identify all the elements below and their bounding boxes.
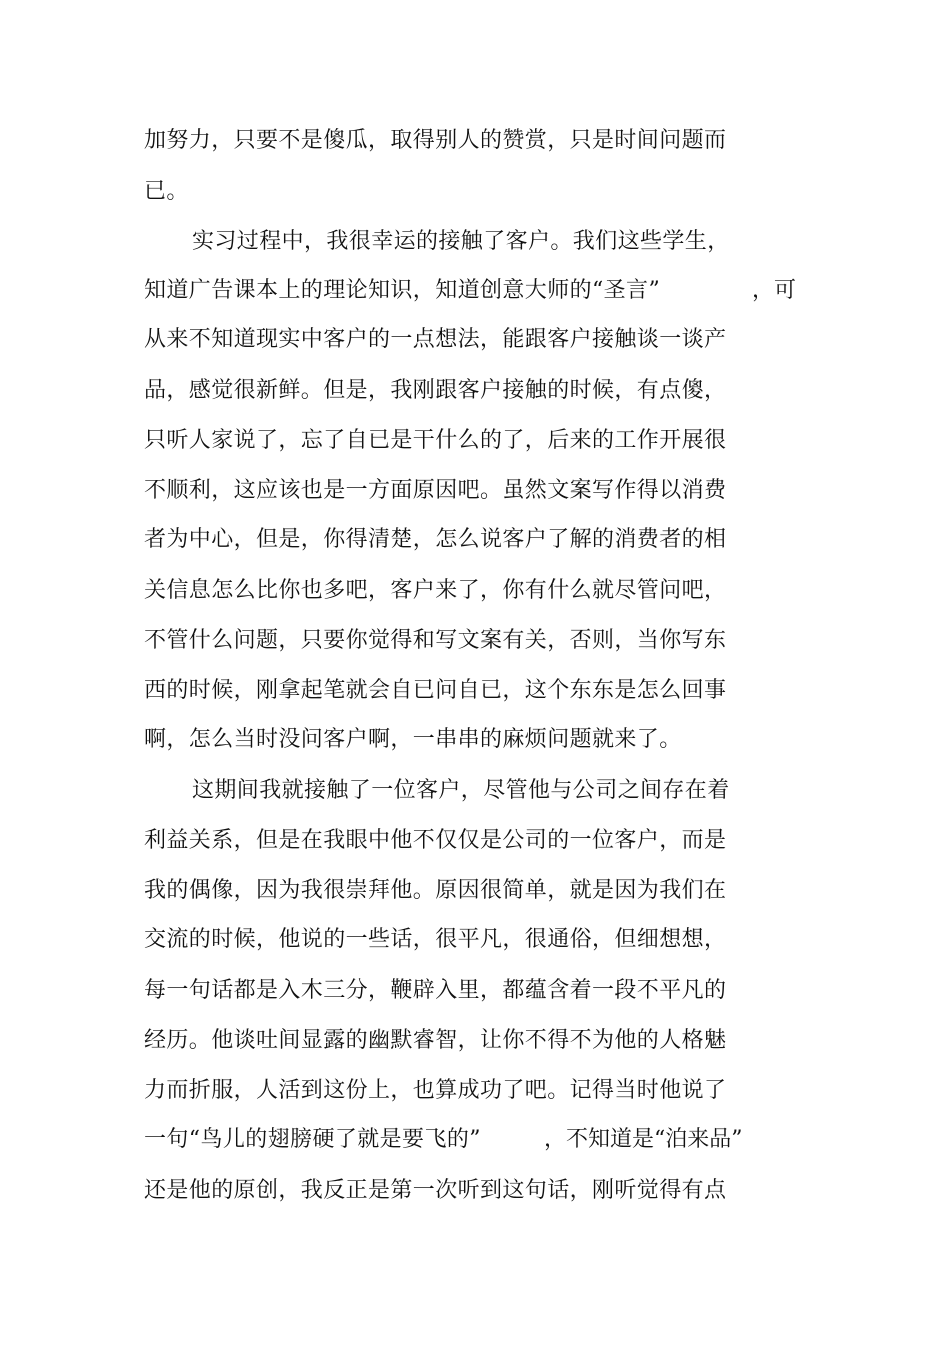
text-line: 西的时候，刚拿起笔就会自已问自已，这个东东是怎么回事 [144, 678, 727, 703]
text-line: 已。 [144, 179, 189, 204]
text-line: 从来不知道现实中客户的一点想法，能跟客户接触谈一谈产 [144, 327, 727, 352]
text-line: 知道广告课本上的理论知识，知道创意大师的“圣言” [144, 278, 661, 303]
text-line: 经历。他谈吐间显露的幽默睿智，让你不得不为他的人格魅 [144, 1028, 727, 1053]
text-line: 力而折服，人活到这份上，也算成功了吧。记得当时他说了 [144, 1078, 727, 1103]
text-line: 不顺利，这应该也是一方面原因吧。虽然文案写作得以消费 [144, 478, 727, 503]
text-line-tail: ，可 [752, 278, 797, 303]
text-line: 我的偶像，因为我很崇拜他。原因很简单，就是因为我们在 [144, 878, 727, 903]
text-line: 交流的时候，他说的一些话，很平凡，很通俗，但细想想， [144, 927, 727, 952]
text-line: 一句“鸟儿的翅膀硬了就是要飞的” [144, 1127, 481, 1152]
text-line: 关信息怎么比你也多吧，客户来了，你有什么就尽管问吧， [144, 578, 727, 603]
text-line-tail: ，不知道是“泊来品” [544, 1127, 743, 1152]
text-line: 啊，怎么当时没问客户啊，一串串的麻烦问题就来了。 [144, 727, 682, 752]
paragraph-start-line: 实习过程中，我很幸运的接触了客户。我们这些学生， [192, 229, 730, 254]
text-line: 利益关系，但是在我眼中他不仅仅是公司的一位客户，而是 [144, 828, 727, 853]
text-line: 不管什么问题，只要你觉得和写文案有关，否则，当你写东 [144, 628, 727, 653]
text-line: 品，感觉很新鲜。但是，我刚跟客户接触的时候，有点傻， [144, 378, 727, 403]
text-line: 还是他的原创，我反正是第一次听到这句话，刚听觉得有点 [144, 1178, 727, 1203]
text-line: 加努力，只要不是傻瓜，取得别人的赞赏，只是时间问题而 [144, 128, 727, 153]
text-line: 每一句话都是入木三分，鞭辟入里，都蕴含着一段不平凡的 [144, 978, 727, 1003]
paragraph-start-line: 这期间我就接触了一位客户，尽管他与公司之间存在着 [192, 778, 730, 803]
text-line: 只听人家说了，忘了自已是干什么的了，后来的工作开展很 [144, 428, 727, 453]
text-line: 者为中心，但是，你得清楚，怎么说客户了解的消费者的相 [144, 527, 727, 552]
